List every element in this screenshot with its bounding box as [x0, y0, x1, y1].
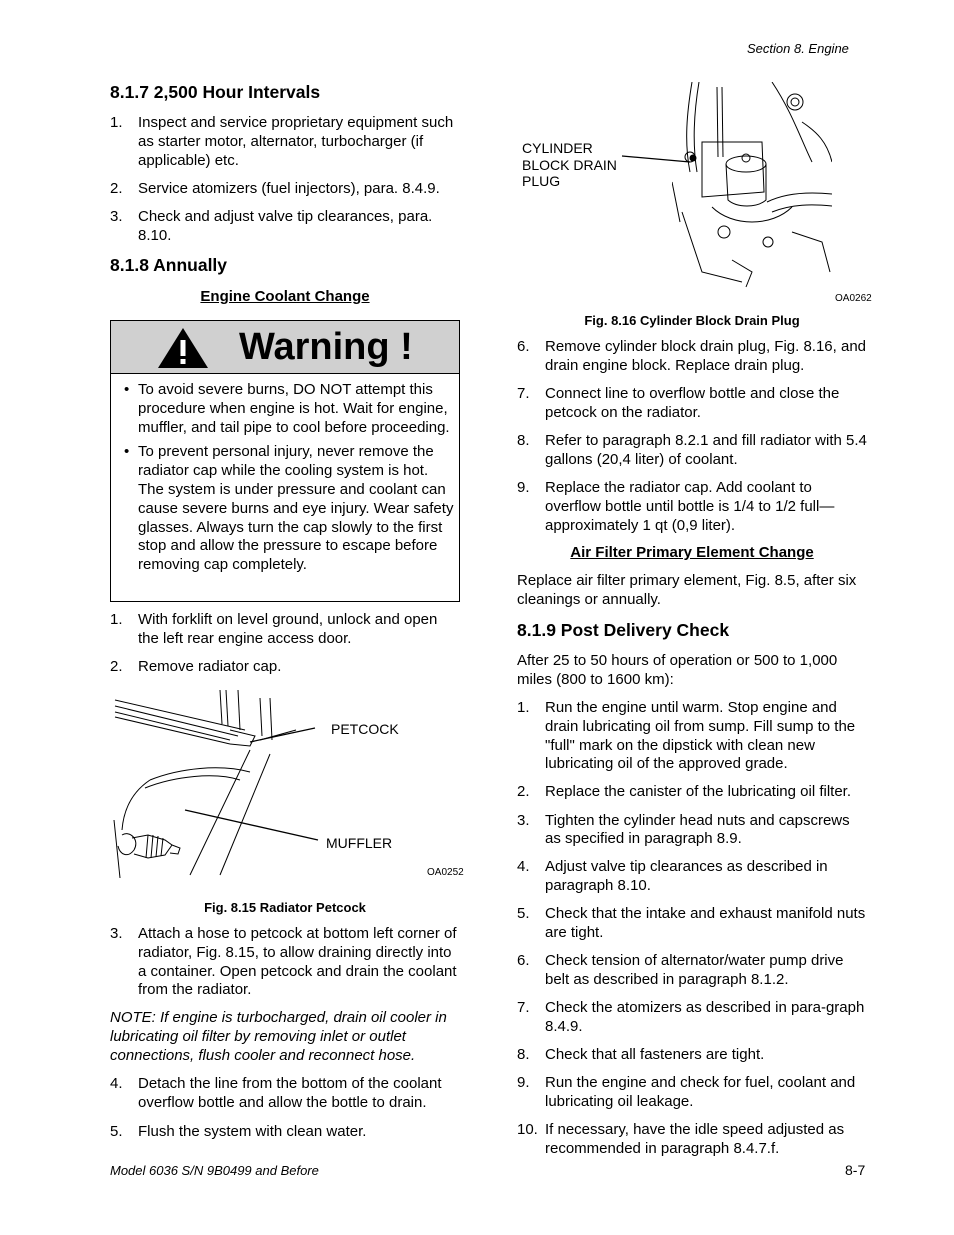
warning-title: Warning !: [239, 326, 413, 368]
list-item-number: 4.: [110, 1075, 123, 1092]
list-item-number: 5.: [110, 1122, 123, 1140]
list-item-text: Service atomizers (fuel injectors), para. 8.4.9.: [138, 179, 440, 197]
steps-1-2: [110, 611, 460, 677]
figure-code-oa0252: OA0252: [427, 867, 464, 878]
subheading-engine-coolant-change: Engine Coolant Change: [200, 288, 370, 305]
list-item: [110, 114, 460, 170]
list-item-number: 7.: [517, 999, 530, 1017]
heading-8-1-8: 8.1.8 Annually: [110, 255, 228, 275]
steps-6-9: [517, 338, 869, 536]
warning-bullet: [124, 381, 454, 437]
list-item: [517, 1074, 869, 1112]
list-item-number: 5.: [517, 905, 530, 923]
air-filter-text: Replace air filter primary element, Fig. 8.5, after six cleanings or annually.: [517, 572, 857, 608]
list-item-text: Flush the system with clean water.: [138, 1122, 367, 1140]
list-item: [517, 338, 869, 376]
list-item-text: Replace the radiator cap. Add coolant to overflow bottle until bottle is 1/4 to 1/2 full—approximately 1 qt (0,9 liter).: [545, 479, 835, 534]
steps-4-5: [110, 1075, 460, 1141]
list-item-text: Tighten the cylinder head nuts and capscrews as specified in paragraph 8.9.: [545, 811, 850, 848]
list-item: [110, 658, 460, 677]
bullet-icon: •: [124, 443, 130, 461]
list-item-text: Check that all fasteners are tight.: [545, 1046, 765, 1064]
warning-bullets: [124, 381, 454, 575]
warning-header: [111, 321, 459, 374]
post-delivery-intro: After 25 to 50 hours of operation or 500 to 1,000 miles (800 to 1600 km):: [517, 652, 838, 688]
list-item: [110, 1123, 460, 1142]
list-item: [517, 812, 869, 850]
list-item: [517, 999, 869, 1037]
list-item-number: 1.: [110, 114, 123, 131]
running-header: Section 8. Engine: [747, 41, 849, 56]
list-item-number: 1.: [110, 611, 123, 628]
list-item-text: If necessary, have the idle speed adjusted as recommended in paragraph 8.4.7.f.: [545, 1121, 845, 1157]
warning-bullet-text: To prevent personal injury, never remove the radiator cap while the cooling system is hot. The system is under pressure and coolant can cause severe burns and eye injury. Wear safety glasses. Always turn the cap slowly to the first stop and allow the pressure to escape before removing cap completely.: [138, 443, 454, 574]
label-muffler: MUFFLER: [326, 835, 393, 851]
list-item: [517, 952, 869, 990]
list-item-text: Replace the canister of the lubricating oil filter.: [545, 783, 851, 801]
list-item: [110, 925, 460, 1000]
list-item-number: 8.: [517, 1046, 530, 1064]
list-item-text: Run the engine until warm. Stop engine and drain lubricating oil from sump. Fill sump to the "full" mark on the dipstick with clean new lubricating oil of the approved grade.: [545, 699, 856, 773]
list-item: [517, 1046, 869, 1065]
caption-fig-8-16: Fig. 8.16 Cylinder Block Drain Plug: [584, 313, 800, 328]
figure-code-oa0262: OA0262: [835, 293, 872, 304]
figure-8-15-radiator-petcock: [110, 690, 460, 890]
list-item-text: Remove radiator cap.: [138, 658, 282, 676]
list-item: [517, 1121, 869, 1159]
subheading-air-filter: Air Filter Primary Element Change: [570, 544, 814, 561]
footer-model: Model 6036 S/N 9B0499 and Before: [110, 1163, 319, 1178]
list-item-number: 9.: [517, 479, 530, 497]
list-item-number: 3.: [517, 811, 530, 829]
note-turbocharged: NOTE: If engine is turbocharged, drain oil cooler in lubricating oil filter by removing inlet or outlet connections, flush cooler and reconnect hose.: [110, 1009, 447, 1064]
list-item-number: 6.: [517, 952, 530, 970]
list-item: [110, 208, 460, 246]
list-item-number: 9.: [517, 1074, 530, 1092]
footer-page-number: 8-7: [845, 1162, 866, 1178]
list-item: [517, 783, 869, 802]
list-item-text: Check tension of alternator/water pump drive belt as described in paragraph 8.1.2.: [545, 952, 844, 989]
label-petcock: PETCOCK: [331, 721, 399, 737]
list-item-number: 6.: [517, 338, 530, 355]
list-item: [517, 699, 869, 774]
list-item: [517, 905, 869, 943]
list-item: [517, 479, 869, 535]
list-item: [110, 1075, 460, 1113]
figure-8-16-cylinder-block-drain-plug: [672, 82, 832, 292]
list-item: [517, 858, 869, 896]
list-item-number: 10.: [517, 1121, 538, 1139]
bullet-icon: •: [124, 381, 130, 398]
list-item-number: 1.: [517, 699, 530, 716]
label-plug: PLUG: [522, 173, 561, 189]
list-8-1-9: [517, 699, 869, 1159]
list-item-number: 7.: [517, 385, 530, 403]
list-item-text: Adjust valve tip clearances as described in paragraph 8.10.: [545, 858, 828, 895]
caption-fig-8-15: Fig. 8.15 Radiator Petcock: [204, 900, 366, 915]
list-item-number: 2.: [110, 179, 123, 197]
warning-box: [110, 320, 460, 602]
list-item-number: 3.: [110, 925, 123, 942]
label-cylinder: CYLINDER: [522, 140, 593, 156]
list-item-text: Check the atomizers as described in para-graph 8.4.9.: [545, 999, 865, 1035]
list-item-text: Check that the intake and exhaust manifold nuts are tight.: [545, 905, 866, 942]
warning-triangle-icon: [156, 326, 210, 370]
warning-bullet: [124, 443, 454, 575]
leader-line-drain-plug: [620, 150, 700, 170]
list-item-number: 2.: [110, 658, 123, 676]
list-item-text: Run the engine and check for fuel, coolant and lubricating oil leakage.: [545, 1074, 856, 1110]
list-item-number: 8.: [517, 432, 530, 450]
list-item-number: 3.: [110, 208, 123, 226]
heading-8-1-7: 8.1.7 2,500 Hour Intervals: [110, 82, 321, 102]
list-item-text: Check and adjust valve tip clearances, para. 8.10.: [138, 208, 433, 244]
label-block-drain: BLOCK DRAIN: [522, 157, 617, 173]
list-item-text: Connect line to overflow bottle and close the petcock on the radiator.: [545, 385, 840, 421]
warning-bullet-text: To avoid severe burns, DO NOT attempt this procedure when engine is hot. Wait for engine, muffler, and tail pipe to cool before proceeding.: [138, 381, 450, 436]
list-item-number: 2.: [517, 783, 530, 801]
list-item-number: 4.: [517, 858, 530, 876]
list-item: [110, 180, 460, 199]
step-3: [110, 925, 460, 1000]
list-item-text: Refer to paragraph 8.2.1 and fill radiator with 5.4 gallons (20,4 liter) of coolant.: [545, 432, 867, 468]
heading-8-1-9: 8.1.9 Post Delivery Check: [517, 620, 730, 640]
list-item-text: With forklift on level ground, unlock and open the left rear engine access door.: [138, 611, 438, 647]
list-item: [110, 611, 460, 649]
list-item-text: Attach a hose to petcock at bottom left corner of radiator, Fig. 8.15, to allow draining directly into a container. Open petcock and drain the coolant from the radiator.: [138, 925, 457, 999]
list-item-text: Remove cylinder block drain plug, Fig. 8.16, and drain engine block. Replace drain plug.: [545, 338, 867, 374]
list-item-text: Inspect and service proprietary equipment such as starter motor, alternator, turbocharger (if applicable) etc.: [138, 114, 454, 169]
list-item-text: Detach the line from the bottom of the coolant overflow bottle and allow the bottle to drain.: [138, 1075, 442, 1111]
list-item: [517, 385, 869, 423]
list-8-1-7: [110, 114, 460, 246]
list-item: [517, 432, 869, 470]
